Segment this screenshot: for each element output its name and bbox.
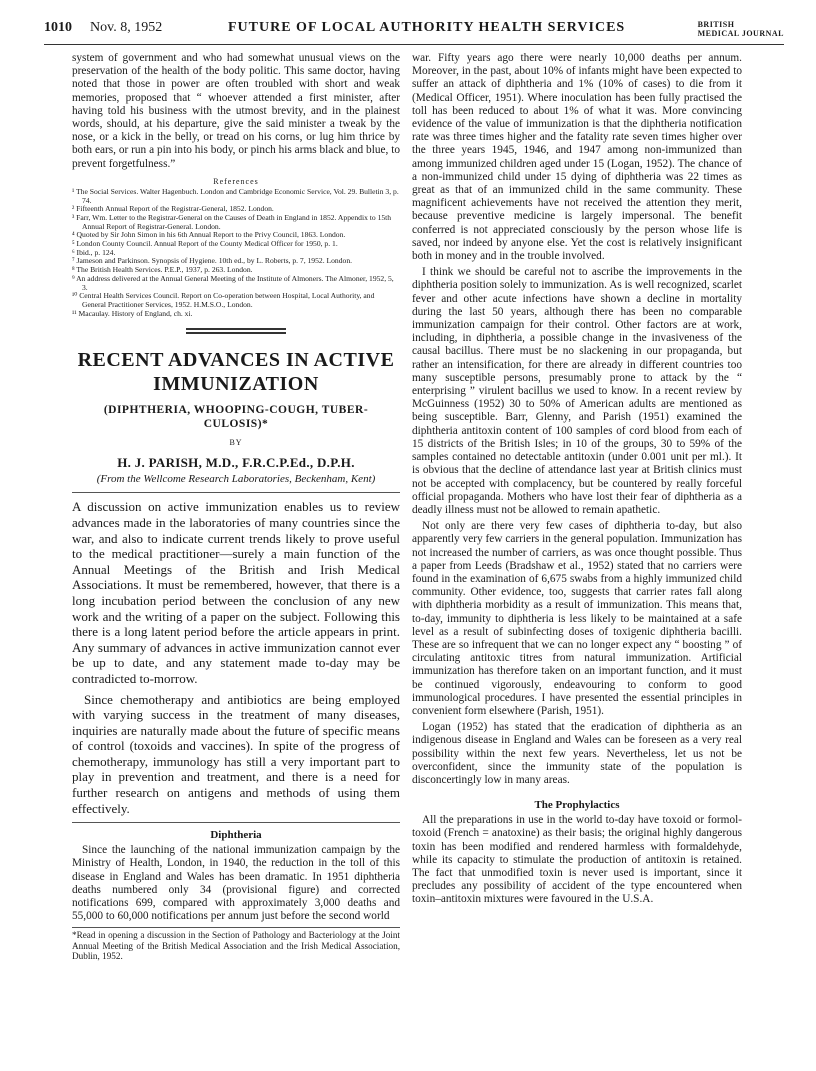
right-column [412, 52, 742, 907]
body-paragraph: Logan (1952) has stated that the eradication of diphtheria as an indigenous disease in England and Wales can be foreseen as a very real possibility within the next few years. Nevertheless, let us not be overconfident, since the immunity state of the population is disconcertingly low in many areas. [412, 721, 742, 786]
left-column [72, 52, 400, 962]
abstract-rule [72, 822, 400, 823]
article-subtitle-line-1: (DIPHTHERIA, WHOOPING-COUGH, TUBER- [103, 404, 369, 417]
byline-by: BY [229, 438, 243, 448]
article-title-line-2: IMMUNIZATION [153, 373, 319, 396]
body-paragraph: I think we should be careful not to ascribe the improvements in the diphtheria position solely to immunization. As is well recognized, scarlet fever and other acute infections have shown a decline in mortality during the last 50 years, although there has been no comparable immunization campaign for their control. Other factors are at work, including, in diphtheria, a possible change in the invasiveness of the causal bacillus. There must be no slackening in our propaganda, but rather an intensification, for there are already in different countries too many susceptible persons, presumably prone to attack by the “ enterprising ” virulent bacillus we used to know. In a recent review by McGuinness (1952) 30 to 50% of American adults are mentioned as being susceptible. Barr, Glenny, and Parish (1951) examined the diphtheria antitoxin content of 100 samples of cord blood from each of 15 districts of the British Isles; in 10 of the groups, 30 to 59% of the samples contained no detectable antitoxin (under 0.001 unit per ml.). It is obvious that the decline of attendance last year at British clinics must not be accepted with complacency, but be countered by really forceful official propaganda. Mothers who have lost their fear of diphtheria as a deadly illness must not be allowed to remain apathetic. [412, 266, 742, 516]
reference-item: ⁴ Quoted by Sir John Simon in his 6th Annual Report to the Privy Council, 1863. London. [72, 230, 346, 240]
journal-name [698, 20, 784, 38]
body-paragraph: Since the launching of the national immunization campaign by the Ministry of Health, London, in 1940, the reduction in the toll of this disease in England and Wales has been dramatic. In 1951 diphtheria deaths numbered only 34 (provisional figure) and corrected notifications 699, compared with approximately 3,000 deaths and 55,000 to 60,000 notifications per annum just before the second world [72, 844, 400, 923]
section-divider [186, 332, 286, 334]
reference-item: ³ Farr, Wm. Letter to the Registrar-General on the Causes of Death in England in 1852. Appendix to 15th Annual Report of Registrar-General. London. [72, 212, 392, 231]
abstract-rule [72, 492, 400, 493]
reference-list [72, 188, 400, 319]
footnote-rule [72, 927, 400, 928]
section-heading-diphtheria: Diphtheria [210, 829, 262, 842]
section-heading-prophylactics: The Prophylactics [534, 799, 620, 812]
author-name: H. J. PARISH, M.D., F.R.C.P.Ed., D.P.H. [117, 455, 355, 471]
issue-date: Nov. 8, 1952 [90, 20, 163, 35]
references-heading: References [213, 176, 259, 186]
reference-item: ⁵ London County Council. Annual Report of the County Medical Officer for 1950, p. 1. [72, 239, 338, 249]
article-subtitle-line-2: CULOSIS)* [203, 418, 269, 431]
reference-item: ¹¹ Macaulay. History of England, ch. xi. [72, 308, 193, 318]
running-title: FUTURE OF LOCAL AUTHORITY HEALTH SERVICES [228, 20, 626, 35]
section-divider [186, 328, 286, 330]
article-title-line-1: RECENT ADVANCES IN ACTIVE [77, 349, 395, 372]
reference-item: ¹⁰ Central Health Services Council. Report on Co-operation between Hospital, Local Authority, and General Practitioner Services, 1952. H.M.S.O., London. [72, 291, 375, 309]
body-paragraph: Not only are there very few cases of diphtheria to-day, but also apparently very few carriers in the general population. Immunization has not increased the number of carriers, as was once thought possible. Thus a paper from Leeds (Bradshaw et al., 1952) stated that no carriers were found in the examination of 6,675 swabs from a highly immunized child community. Other evidence, too, suggests that carrier rates fall along with diphtheria morbidity as a result of immunization. This means that, to-day, immunity to diphtheria is less likely to be maintained at a safe level as a result of subinfecting doses of toxigenic diphtheria bacilli. These are so infrequent that we can no longer expect any “ boosting ” of circulating antitoxic titres from natural immunization. Artificial immunization has therefore taken on an important function, and it must be continued vigorously, endeavouring to conform to good immunological procedures. I have presented the essential principles in convenient form elsewhere (Parish, 1951). [412, 520, 742, 717]
journal-name-line-2: MEDICAL JOURNAL [697, 29, 784, 38]
reference-item: ¹ The Social Services. Walter Hagenbuch. London and Cambridge Economic Service, Vol. 29. Bulletin 3, p. 74. [72, 186, 399, 205]
author-affiliation: (From the Wellcome Research Laboratories, Beckenham, Kent) [96, 473, 376, 486]
page-number: 1010 [44, 20, 72, 35]
continued-paragraph: system of government and who had somewhat unusual views on the preservation of the health of the body politic. This same doctor, having noted that those in power are often troubled with short and weak memories, proposed that “ whoever attended a first minister, after having told his business with the utmost brevity, and in the plainest words, should, at his departure, give the said minister a tweak by the nose, or a kick in the belly, or tread on his corns, or lug him thrice by both ears, or run a pin into his body, or pinch his arms black and blue, to prevent forgetfulness.” [72, 52, 400, 170]
lead-paragraph: A discussion on active immunization enables us to review advances made in the laboratories of many countries since the war, and also to indicate current trends likely to prove useful to the medical practitioner—surely a main function of the Annual Meetings of the British and Irish Medical Associations. It must be remembered, however, that there is a long incubation period between the conclusion of any new work and the writing of a paper on the subject. Following this there is a long latent period before the article appears in print. Any summary of advances in active immunization cannot ever be up to date, and any statement made to-day may be contradicted to-morrow. [72, 499, 400, 686]
lead-paragraph: Since chemotherapy and antibiotics are being employed with varying success in the treatment of many diseases, inquiries are naturally made about the future of specific means of control (toxoids and vaccines). In spite of the progress of chemotherapy, immunology has still a very important part to play in prevention and treatment, and there is a need for further research on antigens and methods of using them effectively. [72, 691, 400, 816]
body-paragraph: war. Fifty years ago there were nearly 10,000 deaths per annum. Moreover, in the past, about 10% of infants might have been expected to suffer an attack of diphtheria and 1% (10% of cases) to die from it (Medical Officer, 1951). Where inoculation has been fully practised the toll has been reduced to about 1% of what it was. More convincing evidence of the value of immunization is that the diphtheria notification rate was three times higher and the fatality rate seven times higher over the three years 1945, 1946, and 1947 among non-immunized than among immunized children aged under 15 (Logan, 1952). The chance of a non-immunized child under 15 dying of diphtheria was 22 times as great as that of an immunized child in the same community. These magnificent achievements have not received the attention they merit, because preventive medicine is largely impersonal. The benefit conferred is not appreciated consciously by the person whose life is saved, nor indeed by anyone else. Yet the cost is relatively insignificant both in money and in the trouble involved. [412, 52, 742, 263]
footnote: *Read in opening a discussion in the Section of Pathology and Bacteriology at the Joint Annual Meeting of the British Medical Association and the Irish Medical Association, Dublin, 1952. [72, 930, 400, 962]
reference-item: ² Fifteenth Annual Report of the Registrar-General, 1852. London. [72, 204, 274, 214]
reference-item: ⁶ Ibid., p. 124. [72, 247, 116, 257]
header-rule [44, 44, 784, 45]
journal-name-line-1: BRITISH [697, 20, 735, 29]
reference-item: ⁹ An address delivered at the Annual General Meeting of the Institute of Almoners. The Almoner, 1952, 5, 3. [72, 273, 394, 292]
running-header [44, 20, 784, 44]
body-paragraph: All the preparations in use in the world to-day have toxoid or formol-toxoid (French = anatoxine) as their basis; the original highly dangerous toxin has been modified and rendered harmless with formaldehyde, while its capacity to stimulate the production of antitoxin is retained. The fact that unmodified toxin is never used is important, since it precludes any possibility of accident of the type encountered when toxin–antitoxin mixtures were favoured in the U.S.A. [412, 814, 742, 906]
reference-item: ⁷ Jameson and Parkinson. Synopsis of Hygiene. 10th ed., by L. Roberts, p. 7, 1952. London. [72, 256, 353, 266]
reference-item: ⁸ The British Health Services. P.E.P., 1937, p. 263. London. [72, 265, 253, 275]
